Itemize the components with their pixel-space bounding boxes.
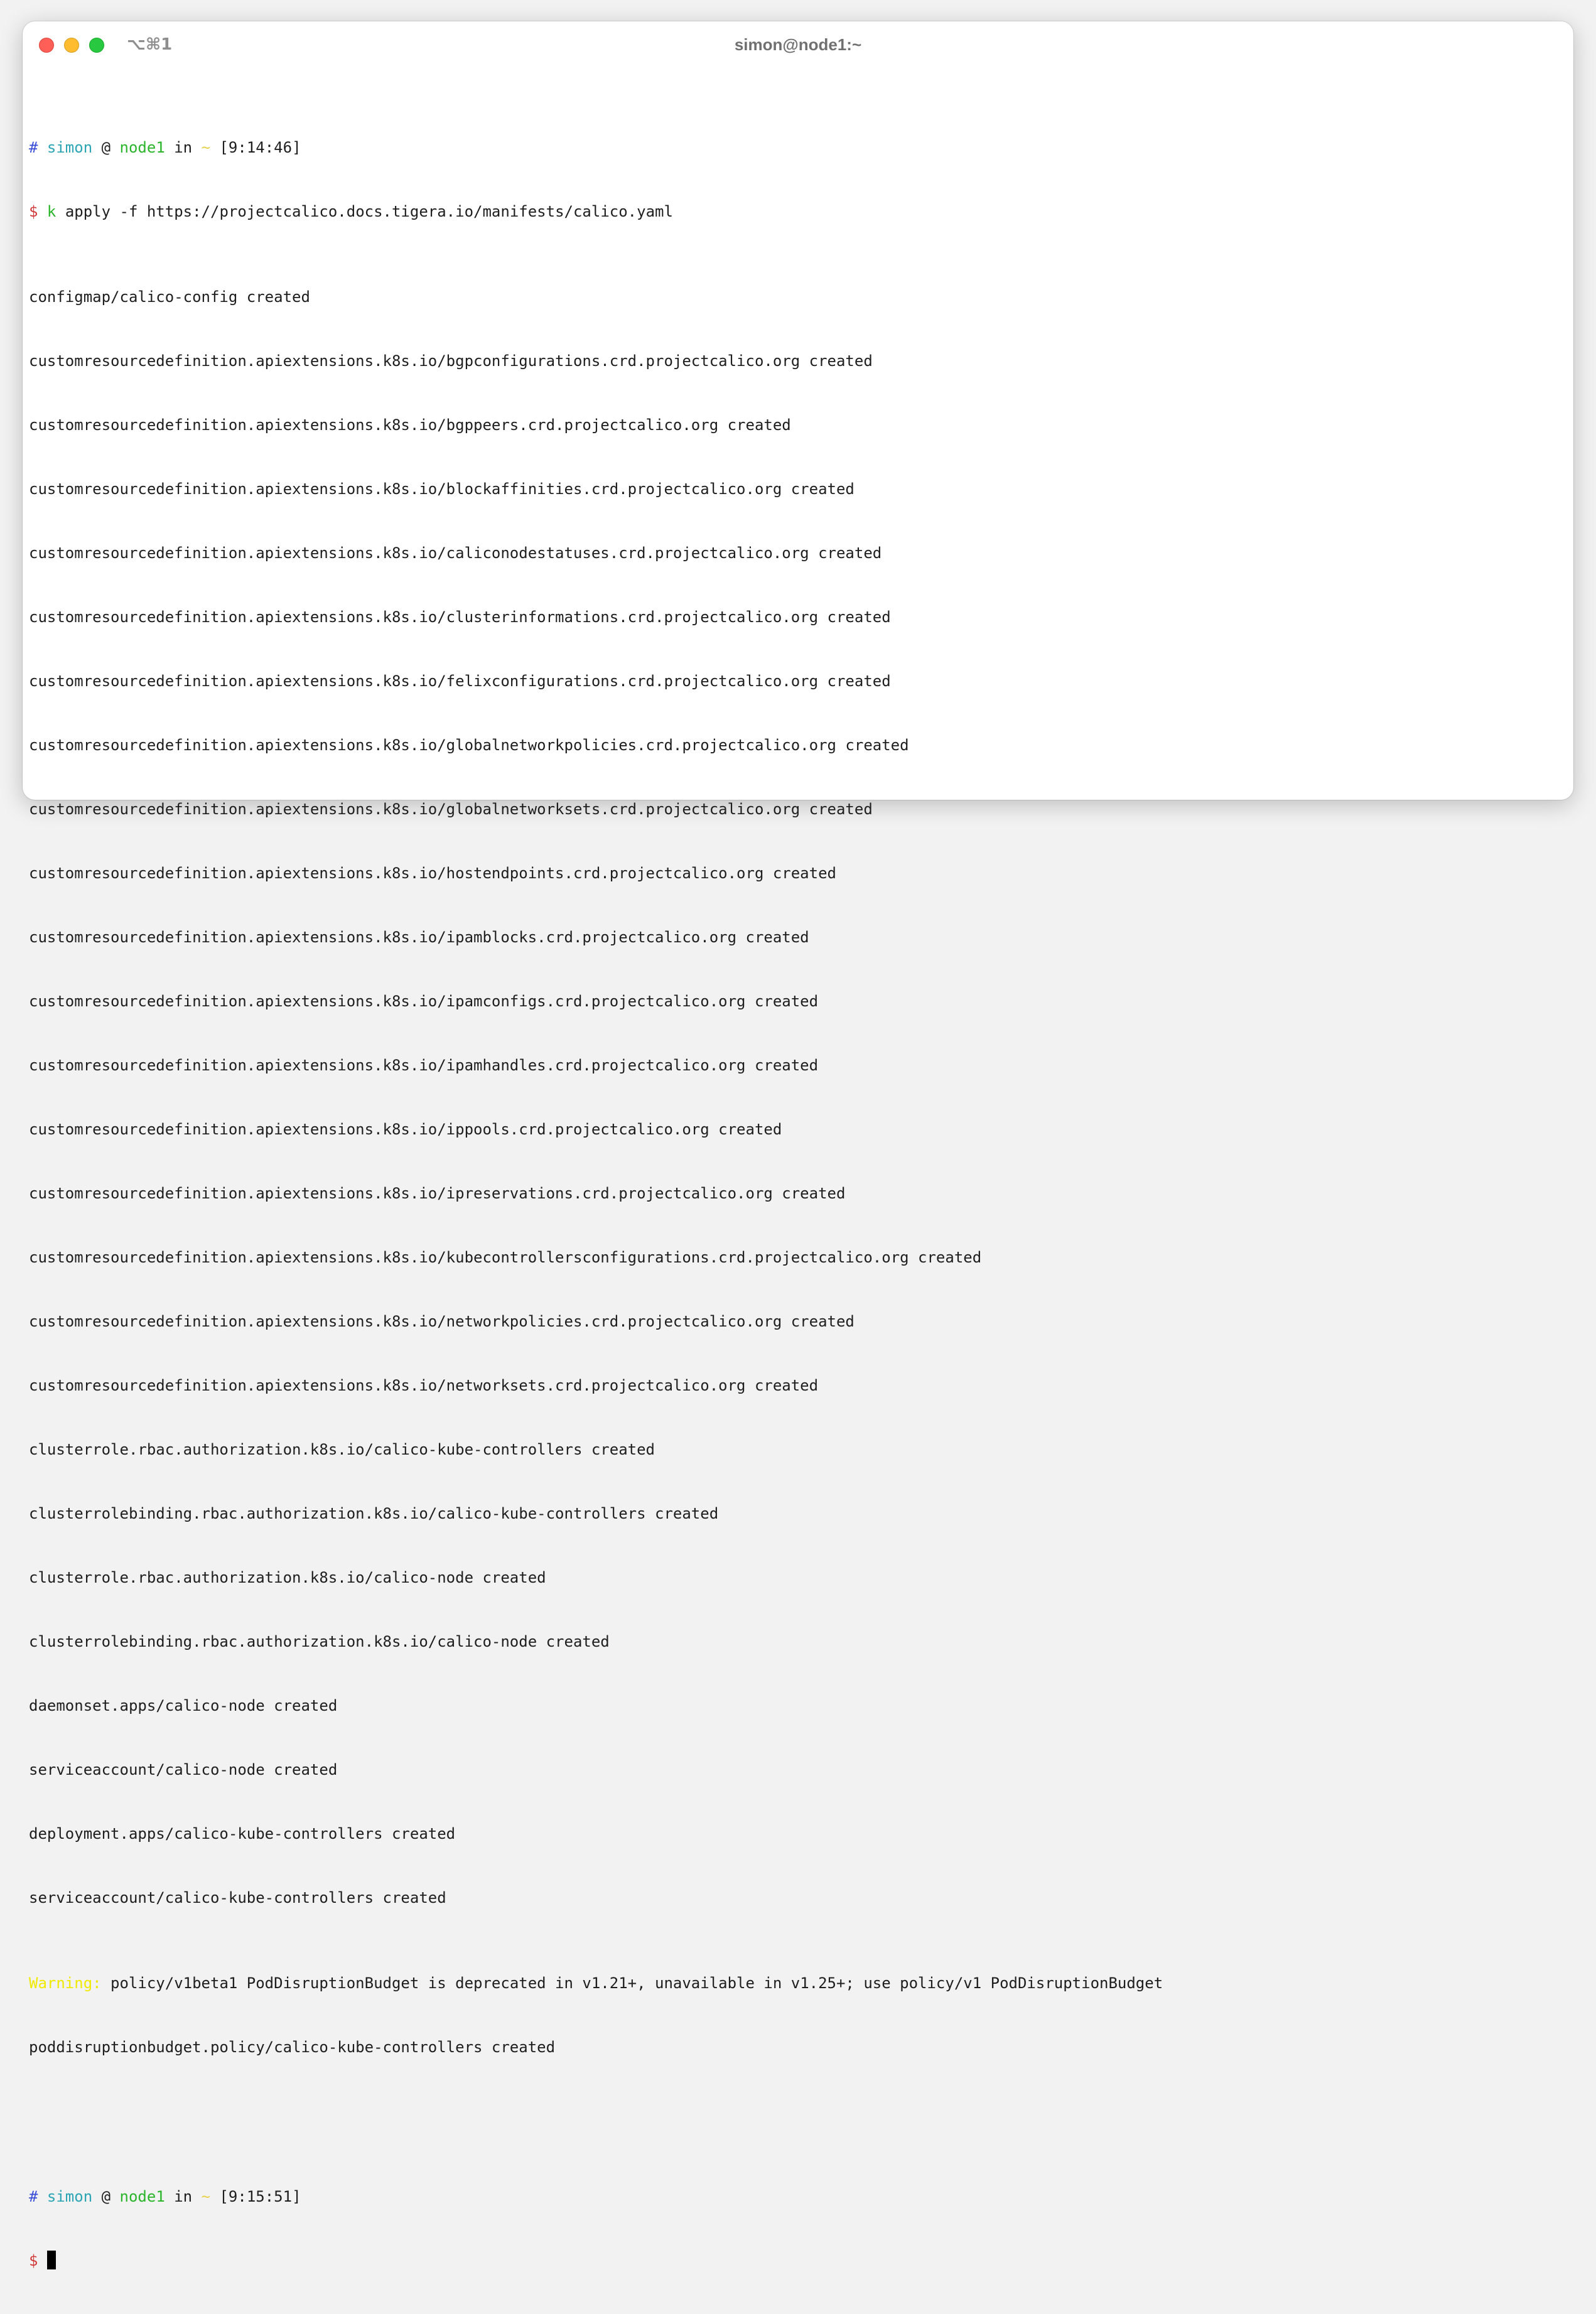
- output-line: customresourcedefinition.apiextensions.k8s.io/kubecontrollersconfigurations.crd.projectcalico.org created: [29, 1249, 982, 1266]
- output-line: customresourcedefinition.apiextensions.k8s.io/ipamhandles.crd.projectcalico.org created: [29, 1057, 819, 1074]
- prompt-host: node1: [119, 139, 165, 156]
- output-line: configmap/calico-config created: [29, 288, 310, 306]
- prompt-at: @: [101, 139, 111, 156]
- output-line: customresourcedefinition.apiextensions.k8s.io/blockaffinities.crd.projectcalico.org created: [29, 480, 855, 498]
- prompt-host: node1: [119, 2188, 165, 2205]
- command-name: k: [46, 203, 57, 220]
- prompt-user: simon: [46, 139, 93, 156]
- prompt-hash: #: [29, 2188, 38, 2205]
- window-shortcut: ⌥⌘1: [127, 35, 173, 54]
- output-line: daemonset.apps/calico-node created: [29, 1697, 338, 1714]
- output-line: customresourcedefinition.apiextensions.k8s.io/hostendpoints.crd.projectcalico.org created: [29, 864, 836, 882]
- text-cursor[interactable]: [47, 2251, 56, 2269]
- output-line: clusterrole.rbac.authorization.k8s.io/calico-node created: [29, 1569, 546, 1586]
- prompt-dollar: $: [29, 2252, 38, 2269]
- prompt-dollar: $: [29, 203, 38, 220]
- prompt-time: [9:15:51]: [219, 2188, 301, 2205]
- input-line[interactable]: [29, 2250, 1567, 2271]
- output-line: serviceaccount/calico-node created: [29, 1761, 338, 1779]
- prompt-line: [29, 137, 1567, 158]
- output-line: customresourcedefinition.apiextensions.k8s.io/globalnetworksets.crd.projectcalico.org created: [29, 800, 873, 818]
- output-line: clusterrolebinding.rbac.authorization.k8s.io/calico-kube-controllers created: [29, 1505, 719, 1522]
- output-line: customresourcedefinition.apiextensions.k8s.io/clusterinformations.crd.projectcalico.org created: [29, 608, 891, 626]
- output-line: customresourcedefinition.apiextensions.k8s.io/globalnetworkpolicies.crd.projectcalico.org created: [29, 736, 909, 754]
- prompt-time: [9:14:46]: [219, 139, 301, 156]
- output-line: customresourcedefinition.apiextensions.k8s.io/ipamconfigs.crd.projectcalico.org created: [29, 993, 819, 1010]
- output-line: customresourcedefinition.apiextensions.k8s.io/ipreservations.crd.projectcalico.org created: [29, 1185, 846, 1202]
- output-line: customresourcedefinition.apiextensions.k8s.io/bgpconfigurations.crd.projectcalico.org created: [29, 352, 873, 370]
- warning-text: policy/v1beta1 PodDisruptionBudget is deprecated in v1.21+, unavailable in v1.25+; use policy/v1 PodDisruptionBudget: [111, 1974, 1163, 1992]
- prompt-hash: #: [29, 139, 38, 156]
- output-line: deployment.apps/calico-kube-controllers created: [29, 1825, 456, 1843]
- output-line: customresourcedefinition.apiextensions.k8s.io/ippools.crd.projectcalico.org created: [29, 1121, 782, 1138]
- output-line: serviceaccount/calico-kube-controllers created: [29, 1889, 446, 1907]
- warning-line: [29, 1972, 1567, 1994]
- prompt-line: [29, 2186, 1567, 2207]
- output-line: customresourcedefinition.apiextensions.k8s.io/ipamblocks.crd.projectcalico.org created: [29, 928, 809, 946]
- terminal-window[interactable]: [23, 21, 1573, 2269]
- command-line: [29, 201, 1567, 222]
- output-line: customresourcedefinition.apiextensions.k8s.io/felixconfigurations.crd.projectcalico.org created: [29, 672, 891, 690]
- prompt-dir: ~: [201, 139, 211, 156]
- title-bar[interactable]: [23, 21, 1573, 69]
- window-title: simon@node1:~: [734, 35, 862, 54]
- warning-label: Warning:: [29, 1974, 102, 1992]
- prompt-dir: ~: [201, 2188, 211, 2205]
- prompt-in: in: [174, 139, 193, 156]
- output-line: clusterrole.rbac.authorization.k8s.io/calico-kube-controllers created: [29, 1441, 655, 1458]
- prompt-at: @: [101, 2188, 111, 2205]
- output-line: customresourcedefinition.apiextensions.k8s.io/caliconodestatuses.crd.projectcalico.org created: [29, 544, 882, 562]
- prompt-user: simon: [46, 2188, 93, 2205]
- blank-line: [29, 2101, 1567, 2122]
- terminal-content[interactable]: [29, 94, 1567, 2314]
- command-args: apply -f https://projectcalico.docs.tigera.io/manifests/calico.yaml: [65, 203, 673, 220]
- output-line: poddisruptionbudget.policy/calico-kube-controllers created: [29, 2038, 556, 2056]
- output-line: customresourcedefinition.apiextensions.k8s.io/bgppeers.crd.projectcalico.org created: [29, 416, 791, 434]
- output-line: customresourcedefinition.apiextensions.k8s.io/networksets.crd.projectcalico.org created: [29, 1377, 819, 1394]
- output-line: customresourcedefinition.apiextensions.k8s.io/networkpolicies.crd.projectcalico.org created: [29, 1313, 855, 1330]
- output-line: clusterrolebinding.rbac.authorization.k8s.io/calico-node created: [29, 1633, 610, 1650]
- prompt-in: in: [174, 2188, 193, 2205]
